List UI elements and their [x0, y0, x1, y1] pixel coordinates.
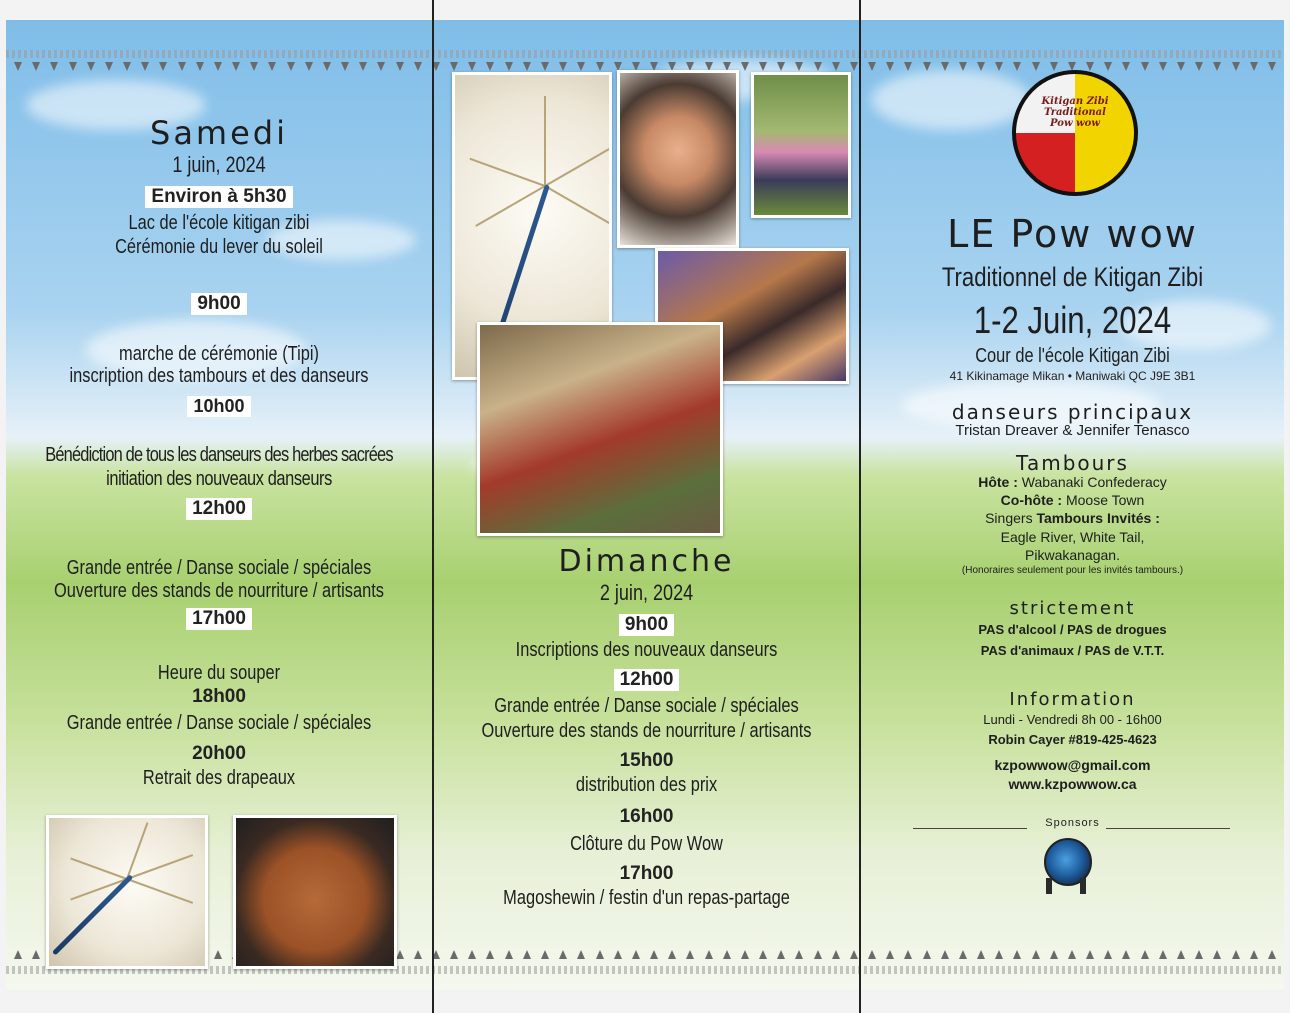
top-border-stripe [6, 50, 1284, 58]
event-address: 41 Kikinamage Mikan • Maniwaki QC J9E 3B1 [949, 369, 1196, 383]
saturday-line-4a: Grande entrée / Danse sociale / spéciales [66, 557, 372, 579]
sunday-line-3: distribution des prix [575, 774, 718, 796]
saturday-time-5: 17h00 [6, 608, 432, 630]
sponsor-logo-ribbon-left [1046, 878, 1052, 894]
drum-photo [46, 815, 208, 969]
saturday-line-1b: Cérémonie du lever du soleil [115, 236, 323, 258]
saturday-line-4b: Ouverture des stands de nourriture / artisants [54, 580, 384, 602]
saturday-date: 1 juin, 2024 [172, 152, 266, 177]
strict-heading: strictement [1009, 598, 1136, 619]
regalia-dancer-photo [477, 322, 723, 536]
sponsors-rule-right [1106, 828, 1230, 829]
saturday-time-4: 12h00 [6, 498, 432, 520]
host-line: Hôte : Wabanaki Confederacy [978, 474, 1167, 490]
sunday-date: 2 juin, 2024 [599, 580, 694, 605]
sunday-line-5: Magoshewin / festin d'un repas-partage [503, 887, 790, 909]
event-dates: 1-2 Juin, 2024 [973, 300, 1172, 342]
head-dancers-names: Tristan Dreaver & Jennifer Tenasco [955, 422, 1190, 439]
office-hours: Lundi - Vendredi 8h 00 - 16h00 [983, 712, 1162, 727]
honoraria-note: (Honoraires seulement pour les invités tambours.) [961, 565, 1184, 576]
saturday-heading: Samedi [150, 114, 288, 152]
sunday-line-1: Inscriptions des nouveaux danseurs [515, 639, 778, 661]
sunday-time-3: 15h00 [619, 750, 674, 771]
event-venue: Cour de l'école Kitigan Zibi [975, 345, 1170, 367]
contact-email[interactable]: kzpowwow@gmail.com [994, 757, 1151, 773]
drums-heading: Tambours [1016, 451, 1129, 475]
saturday-line-3b: initiation des nouveaux danseurs [106, 468, 332, 490]
sunday-time-5: 17h00 [619, 863, 674, 884]
sponsor-logo-ribbon-right [1080, 878, 1086, 894]
dancer-portrait-photo [617, 70, 739, 248]
sunday-time-2: 12h00 [434, 669, 859, 691]
cohost-line: Co-hôte : Moose Town [1000, 492, 1145, 508]
head-dancers-heading: danseurs principaux [951, 400, 1194, 424]
saturday-time-6: 18h00 [192, 686, 246, 707]
sunday-time-1: 9h00 [434, 614, 859, 636]
sponsors-label: Sponsors [1045, 817, 1100, 829]
sunday-heading: Dimanche [558, 544, 735, 579]
contact-phone: Robin Cayer #819-425-4623 [988, 732, 1157, 747]
event-subtitle: Traditionnel de Kitigan Zibi [941, 262, 1204, 292]
strict-rule-1: PAS d'alcool / PAS de drogues [978, 622, 1167, 637]
powwow-logo [1012, 70, 1138, 196]
saturday-time-2: 9h00 [6, 293, 432, 315]
info-heading: Information [1009, 689, 1136, 710]
invited-drums-2: Pikwakanagan. [1025, 547, 1120, 563]
saturday-line-2b: inscription des tambours et des danseurs [69, 365, 369, 387]
saturday-line-1a: Lac de l'école kitigan zibi [128, 212, 310, 234]
saturday-line-2a: marche de cérémonie (Tipi) [119, 343, 319, 365]
strict-rule-2: PAS d'animaux / PAS de V.T.T. [980, 643, 1165, 658]
invited-drums-line: Singers Tambours Invités : [985, 510, 1160, 526]
event-title: LE Pow wow [947, 212, 1198, 256]
sunday-time-4: 16h00 [619, 806, 674, 827]
saturday-line-3a: Bénédiction de tous les danseurs des herbes sacrées [45, 444, 393, 466]
children-dancers-photo [751, 72, 851, 218]
website-link[interactable]: www.kzpowwow.ca [1008, 776, 1137, 792]
saturday-time-3: 10h00 [6, 396, 432, 417]
saturday-line-5: Heure du souper [157, 662, 281, 684]
sunday-line-4: Clôture du Pow Wow [570, 833, 723, 855]
invited-drums-1: Eagle River, White Tail, [1000, 529, 1145, 545]
saturday-time-7: 20h00 [192, 743, 246, 764]
sunday-line-2b: Ouverture des stands de nourriture / artisants [481, 720, 812, 742]
sunday-line-2a: Grande entrée / Danse sociale / spéciales [494, 695, 799, 717]
saturday-line-7: Retrait des drapeaux [142, 767, 296, 789]
saturday-time-1: Environ à 5h30 [6, 186, 432, 208]
beans-photo [233, 815, 397, 969]
saturday-line-6: Grande entrée / Danse sociale / spéciales [66, 712, 372, 734]
fold-line-left [432, 0, 434, 1013]
logo-lettering: Kitigan Zibi Traditional Pow wow [1041, 96, 1109, 129]
